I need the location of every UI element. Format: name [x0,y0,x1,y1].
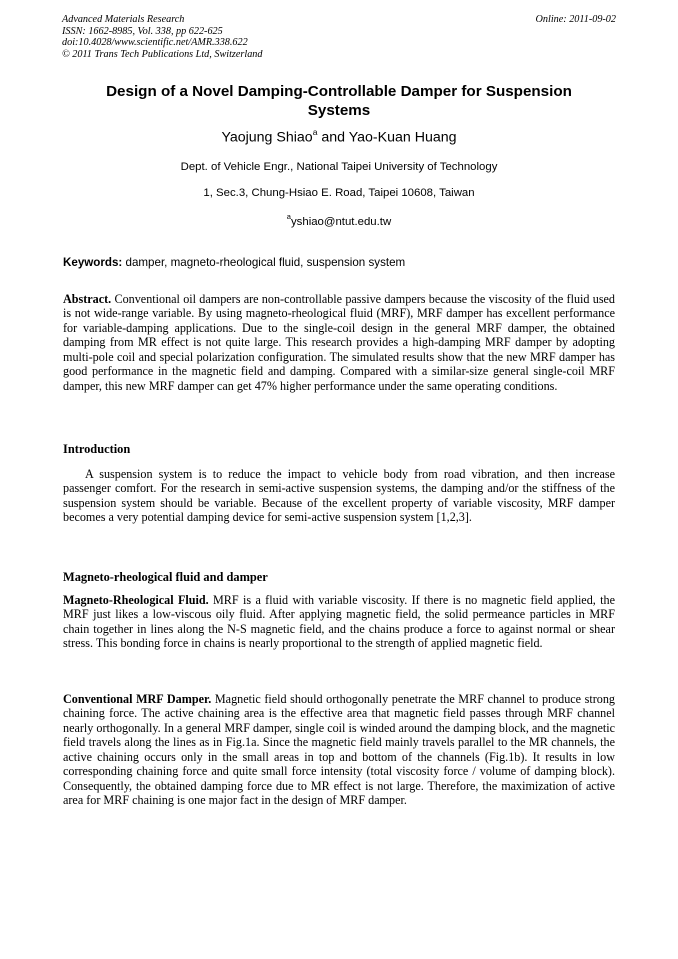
conventional-damper-paragraph [63,692,615,808]
mrf-fluid-text: MRF is a fluid with variable viscosity. If there is no magnetic field applied, the MRF just likes a low-viscous oily fluid. After applying magnetic field, the solid permeance particles in MRF chain together in lines along the N-S magnetic field, and the chains produce a force to against normal or shear stress. This bonding force in chains is nearly proportional to the strength of applied magnetic field. [63,593,615,651]
paper-title: Design of a Novel Damping-Controllable Damper for Suspension Systems [106,83,572,119]
journal-header [62,14,262,60]
author-connector: and [317,129,349,146]
abstract-paragraph [63,292,615,393]
author-line [0,128,678,146]
conventional-damper-text: Magnetic field should orthogonally penetrate the MRF channel to produce strong chaining force. The active chaining area is the effective area that magnetic field passes through MRF channel nearly orthogonally. In a general MRF damper, single coil is winded around the damping block, and the magnetic field travels along the lines as in Fig.1a. Since the magnetic field mainly travels parallel to the MR channels, the active chaining occurs only in the small areas in top and bottom of the channels (Fig.1b). It results in low corresponding chaining force and quite small force intensity (total viscosity force / volume of damping block). Consequently, the obtained damping force due to MR effect is not large. Therefore, the maximization of active area for MRF chaining is one major fact in the design of MRF damper. [63,692,615,808]
mrf-fluid-label: Magneto-Rheological Fluid. [63,593,209,607]
email-address[interactable]: yshiao@ntut.edu.tw [290,215,392,228]
introduction-paragraph: A suspension system is to reduce the impact to vehicle body from road vibration, and then increase passenger comfort. For the research in semi-active suspension systems, the damping and/or the stiffness of the suspension system should be variable. Because of the excellent property of variable viscosity, MRF damper becomes a very potential damping device for semi-active suspension system [1,2,3]. [63,467,615,525]
conventional-damper-label: Conventional MRF Damper. [63,692,212,706]
mrf-section-heading: Magneto-rheological fluid and damper [63,570,268,584]
journal-name: Advanced Materials Research [62,14,185,25]
doi-line: doi:10.4028/www.scientific.net/AMR.338.622 [62,37,248,49]
email-marker: a [286,212,291,221]
affiliation-dept: Dept. of Vehicle Engr., National Taipei University of Technology [180,161,498,173]
abstract-label: Abstract. [63,292,112,306]
author-email [0,213,678,228]
keywords-label: Keywords: [63,256,123,269]
author-1-marker: a [312,127,318,137]
introduction-heading: Introduction [63,442,131,456]
author-2: Yao-Kuan Huang [348,129,457,146]
author-1: Yaojung Shiao [221,129,313,146]
abstract-text: Conventional oil dampers are non-controllable passive dampers because the viscosity of the fluid used is not wide-range variable. By using magneto-rheological fluid (MRF), MRF damper has excellent performance for variable-damping applications. Due to the single-coil design in the general MRF damper, the obtained damping from MR effect is not quite large. This research provides a high-damping MRF damper by adopting multi-pole coil and special polarization configuration. The simulated results show that the new MRF damper has good performance in the magnetic field and damping. Compared with a similar-size general single-coil MRF damper, this new MRF damper can get 47% higher performance under the same operating conditions. [63,292,615,393]
issn-line: ISSN: 1662-8985, Vol. 338, pp 622-625 [62,25,223,37]
online-date: Online: 2011-09-02 [535,14,616,25]
affiliation-address: 1, Sec.3, Chung-Hsiao E. Road, Taipei 10608, Taiwan [203,187,475,199]
keywords [63,256,405,269]
copyright-line: © 2011 Trans Tech Publications Ltd, Switzerland [62,48,263,60]
keywords-text: damper, magneto-rheological fluid, suspension system [122,256,406,269]
mrf-fluid-paragraph [63,593,615,651]
